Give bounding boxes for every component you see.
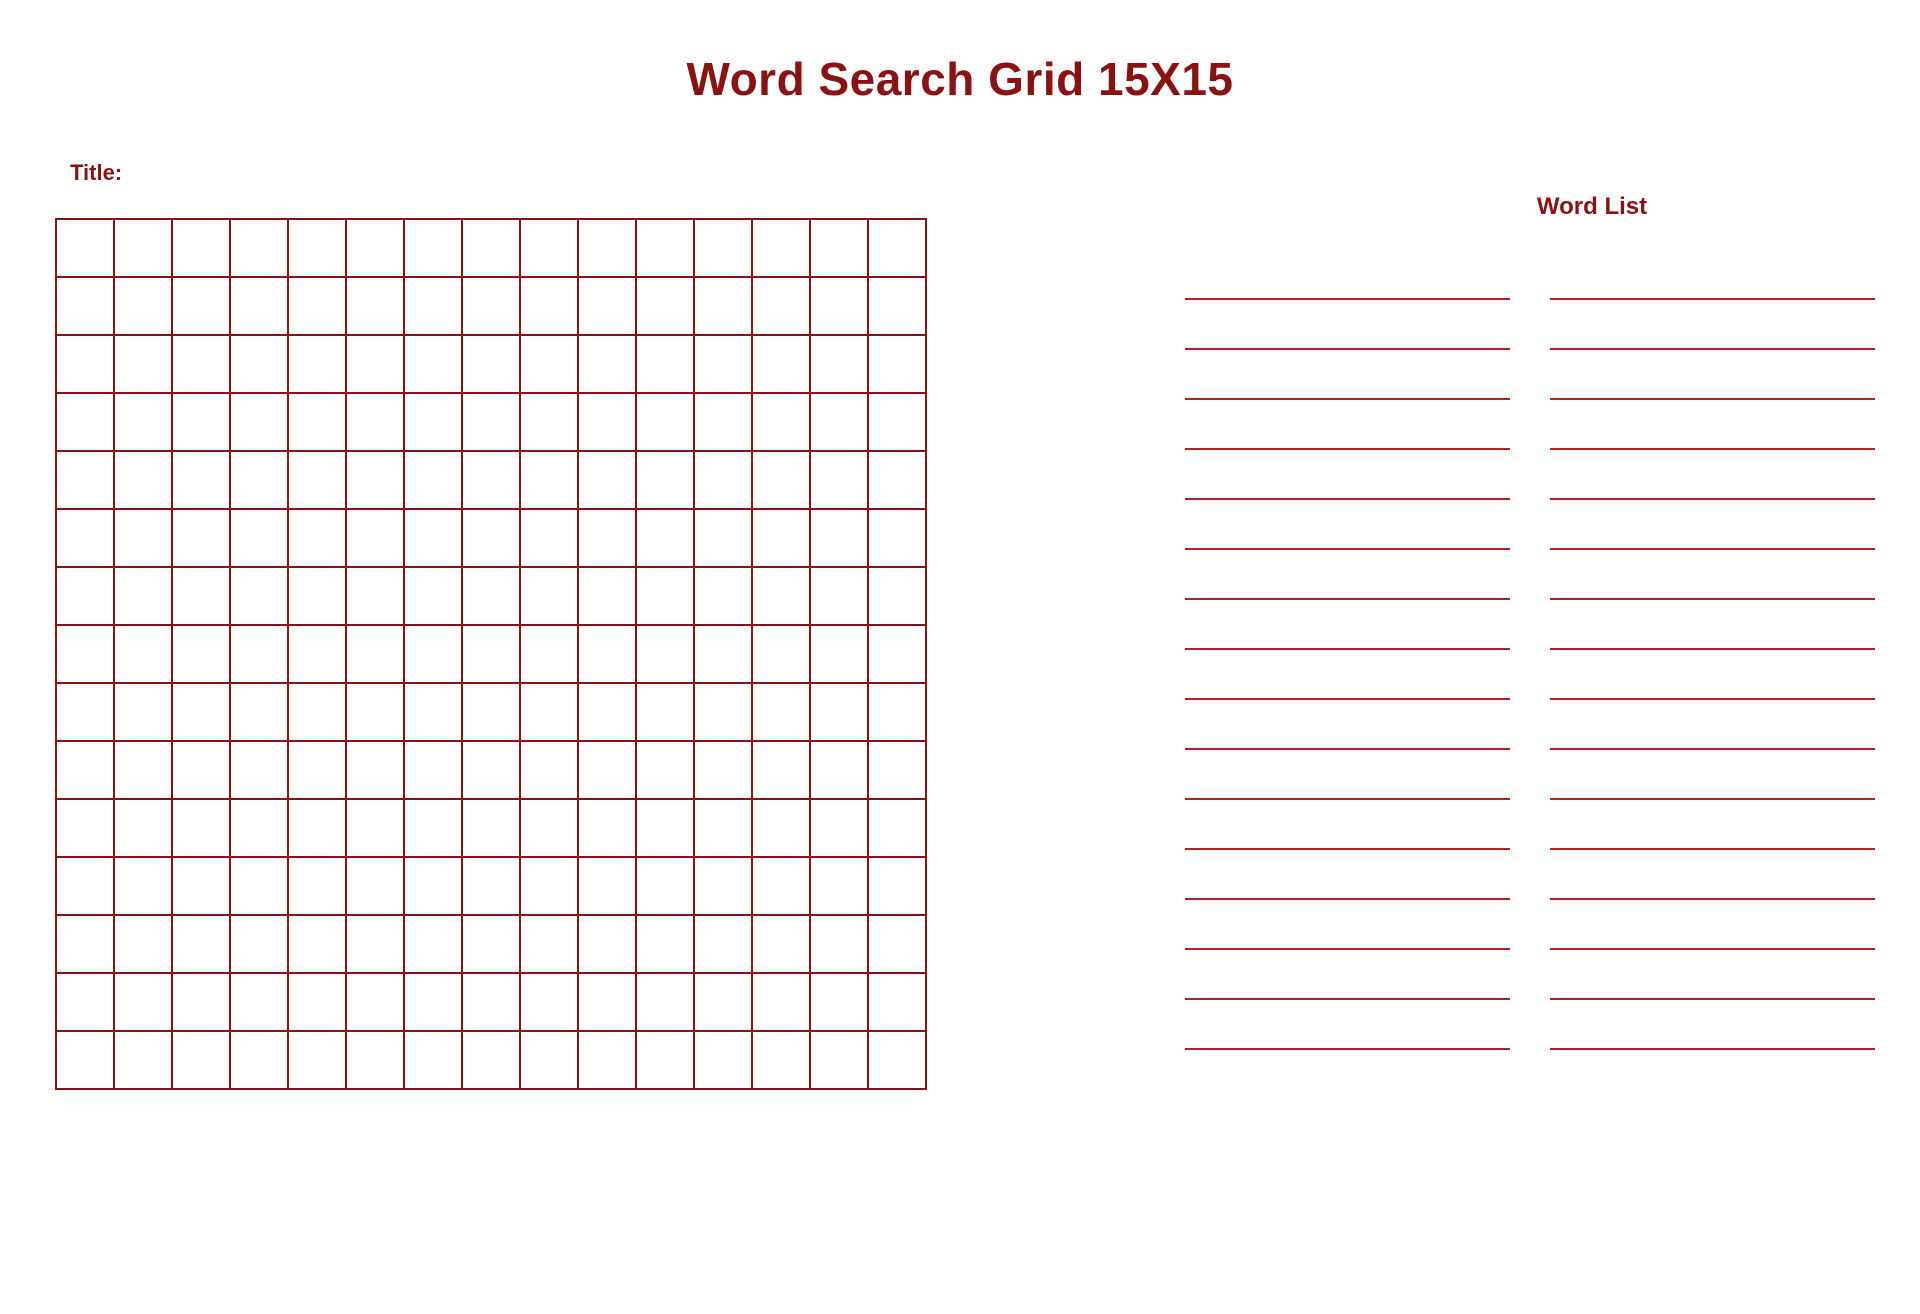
grid-cell[interactable]	[810, 567, 868, 625]
grid-cell[interactable]	[288, 393, 346, 451]
grid-cell[interactable]	[868, 567, 926, 625]
grid-cell[interactable]	[636, 393, 694, 451]
grid-cell[interactable]	[520, 683, 578, 741]
grid-cell[interactable]	[868, 393, 926, 451]
word-list-line[interactable]	[1550, 850, 1875, 900]
grid-cell[interactable]	[868, 973, 926, 1031]
grid-cell[interactable]	[462, 451, 520, 509]
grid-cell[interactable]	[462, 393, 520, 451]
grid-cell[interactable]	[578, 741, 636, 799]
grid-cell[interactable]	[114, 567, 172, 625]
grid-row	[56, 799, 926, 857]
grid-cell[interactable]	[462, 741, 520, 799]
grid-cell[interactable]	[114, 277, 172, 335]
grid-cell[interactable]	[868, 683, 926, 741]
grid-cell[interactable]	[114, 625, 172, 683]
grid-cell[interactable]	[520, 219, 578, 277]
grid-cell[interactable]	[752, 973, 810, 1031]
grid-cell[interactable]	[288, 799, 346, 857]
grid-cell[interactable]	[752, 1031, 810, 1089]
grid-cell[interactable]	[404, 973, 462, 1031]
grid-cell[interactable]	[810, 1031, 868, 1089]
grid-cell[interactable]	[288, 1031, 346, 1089]
grid-cell[interactable]	[578, 393, 636, 451]
word-list-line[interactable]	[1550, 550, 1875, 600]
word-list-line[interactable]	[1550, 750, 1875, 800]
word-list-line[interactable]	[1550, 600, 1875, 650]
word-list-line[interactable]	[1550, 650, 1875, 700]
grid-cell[interactable]	[346, 683, 404, 741]
grid-cell[interactable]	[114, 799, 172, 857]
grid-cell[interactable]	[230, 683, 288, 741]
grid-cell[interactable]	[578, 277, 636, 335]
grid-cell[interactable]	[404, 277, 462, 335]
grid-cell[interactable]	[114, 219, 172, 277]
grid-cell[interactable]	[578, 683, 636, 741]
grid-cell[interactable]	[288, 625, 346, 683]
grid-cell[interactable]	[288, 509, 346, 567]
grid-cell[interactable]	[810, 799, 868, 857]
grid-cell[interactable]	[578, 857, 636, 915]
word-list-line[interactable]	[1185, 750, 1510, 800]
word-list-line[interactable]	[1185, 400, 1510, 450]
grid-cell[interactable]	[520, 973, 578, 1031]
grid-cell[interactable]	[172, 741, 230, 799]
grid-cell[interactable]	[636, 277, 694, 335]
grid-cell[interactable]	[288, 915, 346, 973]
grid-cell[interactable]	[230, 741, 288, 799]
grid-cell[interactable]	[114, 509, 172, 567]
word-list-line[interactable]	[1185, 700, 1510, 750]
grid-cell[interactable]	[752, 683, 810, 741]
grid-cell[interactable]	[810, 857, 868, 915]
grid-cell[interactable]	[752, 219, 810, 277]
word-list-line[interactable]	[1185, 450, 1510, 500]
word-list-line[interactable]	[1185, 950, 1510, 1000]
grid-cell[interactable]	[230, 1031, 288, 1089]
word-list-line[interactable]	[1550, 1000, 1875, 1050]
grid-cell[interactable]	[462, 799, 520, 857]
grid-cell[interactable]	[752, 393, 810, 451]
grid-row	[56, 973, 926, 1031]
grid-cell[interactable]	[520, 451, 578, 509]
grid-cell[interactable]	[288, 335, 346, 393]
word-list-line[interactable]	[1185, 800, 1510, 850]
grid-cell[interactable]	[520, 741, 578, 799]
word-list-line[interactable]	[1185, 250, 1510, 300]
grid-cell[interactable]	[56, 393, 114, 451]
grid-cell[interactable]	[868, 277, 926, 335]
grid-cell[interactable]	[810, 915, 868, 973]
grid-cell[interactable]	[868, 509, 926, 567]
grid-cell[interactable]	[56, 973, 114, 1031]
grid-cell[interactable]	[114, 973, 172, 1031]
grid-row	[56, 915, 926, 973]
grid-cell[interactable]	[462, 857, 520, 915]
grid-cell[interactable]	[520, 509, 578, 567]
grid-cell[interactable]	[114, 451, 172, 509]
grid-cell[interactable]	[56, 567, 114, 625]
grid-cell[interactable]	[694, 567, 752, 625]
grid-cell[interactable]	[578, 219, 636, 277]
grid-cell[interactable]	[346, 277, 404, 335]
grid-cell[interactable]	[810, 741, 868, 799]
word-list-line[interactable]	[1550, 700, 1875, 750]
grid-cell[interactable]	[56, 219, 114, 277]
grid-cell[interactable]	[56, 857, 114, 915]
grid-cell[interactable]	[462, 1031, 520, 1089]
grid-cell[interactable]	[462, 509, 520, 567]
grid-cell[interactable]	[404, 1031, 462, 1089]
grid-row	[56, 277, 926, 335]
word-list-line[interactable]	[1185, 550, 1510, 600]
grid-cell[interactable]	[288, 683, 346, 741]
grid-cell[interactable]	[578, 509, 636, 567]
grid-row	[56, 219, 926, 277]
grid-cell[interactable]	[636, 335, 694, 393]
grid-cell[interactable]	[462, 625, 520, 683]
grid-cell[interactable]	[694, 451, 752, 509]
grid-cell[interactable]	[404, 335, 462, 393]
grid-cell[interactable]	[114, 857, 172, 915]
grid-cell[interactable]	[694, 625, 752, 683]
grid-table[interactable]	[55, 218, 927, 1090]
grid-cell[interactable]	[288, 567, 346, 625]
word-list-column-right	[1550, 250, 1875, 1050]
grid-cell[interactable]	[404, 567, 462, 625]
grid-cell[interactable]	[462, 219, 520, 277]
grid-cell[interactable]	[636, 973, 694, 1031]
grid-cell[interactable]	[694, 973, 752, 1031]
grid-cell[interactable]	[230, 277, 288, 335]
grid-cell[interactable]	[230, 973, 288, 1031]
grid-cell[interactable]	[346, 973, 404, 1031]
grid-cell[interactable]	[868, 1031, 926, 1089]
grid-row	[56, 567, 926, 625]
grid-cell[interactable]	[520, 799, 578, 857]
word-list-line[interactable]	[1185, 500, 1510, 550]
grid-cell[interactable]	[288, 277, 346, 335]
word-list-line[interactable]	[1550, 900, 1875, 950]
grid-cell[interactable]	[230, 857, 288, 915]
grid-cell[interactable]	[172, 857, 230, 915]
grid-cell[interactable]	[230, 625, 288, 683]
grid-cell[interactable]	[578, 973, 636, 1031]
grid-cell[interactable]	[636, 509, 694, 567]
grid-cell[interactable]	[56, 683, 114, 741]
grid-row	[56, 857, 926, 915]
grid-cell[interactable]	[810, 219, 868, 277]
word-list-line[interactable]	[1185, 900, 1510, 950]
grid-cell[interactable]	[810, 625, 868, 683]
grid-cell[interactable]	[520, 335, 578, 393]
grid-cell[interactable]	[288, 219, 346, 277]
grid-cell[interactable]	[810, 509, 868, 567]
grid-cell[interactable]	[172, 625, 230, 683]
grid-cell[interactable]	[578, 799, 636, 857]
grid-cell[interactable]	[810, 335, 868, 393]
word-list-line[interactable]	[1550, 300, 1875, 350]
word-list-line[interactable]	[1550, 500, 1875, 550]
grid-cell[interactable]	[56, 915, 114, 973]
grid-row	[56, 683, 926, 741]
grid-cell[interactable]	[752, 451, 810, 509]
grid-cell[interactable]	[56, 799, 114, 857]
grid-cell[interactable]	[636, 567, 694, 625]
grid-cell[interactable]	[636, 799, 694, 857]
grid-cell[interactable]	[752, 857, 810, 915]
grid-cell[interactable]	[520, 625, 578, 683]
grid-cell[interactable]	[288, 973, 346, 1031]
grid-cell[interactable]	[636, 915, 694, 973]
grid-cell[interactable]	[636, 683, 694, 741]
grid-row	[56, 1031, 926, 1089]
word-list-line[interactable]	[1550, 350, 1875, 400]
grid-cell[interactable]	[810, 683, 868, 741]
grid-cell[interactable]	[868, 741, 926, 799]
grid-cell[interactable]	[868, 799, 926, 857]
word-list-columns	[1185, 250, 1875, 1050]
grid-cell[interactable]	[172, 277, 230, 335]
grid-cell[interactable]	[578, 335, 636, 393]
grid-cell[interactable]	[636, 741, 694, 799]
grid-cell[interactable]	[346, 799, 404, 857]
grid-cell[interactable]	[752, 741, 810, 799]
grid-cell[interactable]	[404, 915, 462, 973]
grid-cell[interactable]	[578, 625, 636, 683]
grid-cell[interactable]	[462, 973, 520, 1031]
grid-cell[interactable]	[288, 857, 346, 915]
grid-cell[interactable]	[752, 915, 810, 973]
word-list-line[interactable]	[1550, 250, 1875, 300]
grid-cell[interactable]	[462, 335, 520, 393]
grid-cell[interactable]	[172, 393, 230, 451]
grid-cell[interactable]	[346, 625, 404, 683]
grid-cell[interactable]	[694, 799, 752, 857]
grid-cell[interactable]	[752, 277, 810, 335]
grid-cell[interactable]	[810, 451, 868, 509]
grid-cell[interactable]	[114, 393, 172, 451]
grid-cell[interactable]	[694, 1031, 752, 1089]
grid-cell[interactable]	[346, 741, 404, 799]
grid-cell[interactable]	[752, 567, 810, 625]
grid-cell[interactable]	[578, 567, 636, 625]
grid-cell[interactable]	[346, 509, 404, 567]
grid-cell[interactable]	[868, 625, 926, 683]
grid-cell[interactable]	[752, 625, 810, 683]
grid-cell[interactable]	[114, 335, 172, 393]
grid-cell[interactable]	[868, 219, 926, 277]
grid-cell[interactable]	[114, 741, 172, 799]
grid-cell[interactable]	[346, 219, 404, 277]
grid-cell[interactable]	[520, 857, 578, 915]
word-list-line[interactable]	[1185, 1000, 1510, 1050]
grid-cell[interactable]	[346, 451, 404, 509]
grid-cell[interactable]	[172, 451, 230, 509]
grid-cell[interactable]	[346, 567, 404, 625]
grid-cell[interactable]	[752, 509, 810, 567]
grid-cell[interactable]	[230, 219, 288, 277]
grid-cell[interactable]	[520, 277, 578, 335]
grid-cell[interactable]	[462, 683, 520, 741]
grid-cell[interactable]	[462, 277, 520, 335]
title-field-label: Title:	[70, 160, 123, 185]
word-list-line[interactable]	[1550, 450, 1875, 500]
grid-cell[interactable]	[114, 683, 172, 741]
grid-cell[interactable]	[172, 567, 230, 625]
word-list-line[interactable]	[1550, 950, 1875, 1000]
grid-cell[interactable]	[172, 219, 230, 277]
grid-cell[interactable]	[694, 277, 752, 335]
grid-cell[interactable]	[56, 277, 114, 335]
grid-row	[56, 741, 926, 799]
grid-cell[interactable]	[636, 1031, 694, 1089]
grid-cell[interactable]	[114, 1031, 172, 1089]
grid-cell[interactable]	[694, 335, 752, 393]
grid-cell[interactable]	[694, 741, 752, 799]
grid-cell[interactable]	[694, 393, 752, 451]
grid-cell[interactable]	[172, 799, 230, 857]
word-list-line[interactable]	[1185, 300, 1510, 350]
grid-cell[interactable]	[752, 799, 810, 857]
grid-cell[interactable]	[172, 683, 230, 741]
grid-cell[interactable]	[636, 219, 694, 277]
grid-cell[interactable]	[230, 393, 288, 451]
grid-cell[interactable]	[404, 683, 462, 741]
grid-cell[interactable]	[694, 915, 752, 973]
grid-cell[interactable]	[56, 451, 114, 509]
grid-cell[interactable]	[404, 625, 462, 683]
grid-cell[interactable]	[694, 509, 752, 567]
grid-cell[interactable]	[172, 1031, 230, 1089]
grid-cell[interactable]	[230, 509, 288, 567]
grid-cell[interactable]	[56, 741, 114, 799]
grid-cell[interactable]	[346, 1031, 404, 1089]
grid-cell[interactable]	[694, 219, 752, 277]
word-list-line[interactable]	[1185, 600, 1510, 650]
grid-cell[interactable]	[520, 393, 578, 451]
grid-cell[interactable]	[230, 799, 288, 857]
grid-cell[interactable]	[578, 1031, 636, 1089]
grid-cell[interactable]	[346, 857, 404, 915]
word-list-column-left	[1185, 250, 1510, 1050]
grid-cell[interactable]	[694, 683, 752, 741]
grid-cell[interactable]	[56, 335, 114, 393]
grid-cell[interactable]	[172, 335, 230, 393]
word-list-line[interactable]	[1185, 350, 1510, 400]
grid-cell[interactable]	[346, 915, 404, 973]
grid-cell[interactable]	[172, 973, 230, 1031]
grid-row	[56, 625, 926, 683]
grid-cell[interactable]	[56, 1031, 114, 1089]
grid-cell[interactable]	[346, 335, 404, 393]
grid-cell[interactable]	[810, 393, 868, 451]
grid-cell[interactable]	[114, 915, 172, 973]
grid-cell[interactable]	[288, 741, 346, 799]
grid-cell[interactable]	[636, 451, 694, 509]
grid-cell[interactable]	[868, 451, 926, 509]
grid-cell[interactable]	[404, 741, 462, 799]
grid-cell[interactable]	[56, 625, 114, 683]
grid-cell[interactable]	[868, 857, 926, 915]
grid-cell[interactable]	[172, 915, 230, 973]
grid-cell[interactable]	[56, 509, 114, 567]
grid-cell[interactable]	[172, 509, 230, 567]
grid-cell[interactable]	[636, 625, 694, 683]
grid-row	[56, 393, 926, 451]
grid-cell[interactable]	[230, 915, 288, 973]
grid-cell[interactable]	[636, 857, 694, 915]
grid-cell[interactable]	[868, 335, 926, 393]
grid-cell[interactable]	[868, 915, 926, 973]
grid-cell[interactable]	[346, 393, 404, 451]
grid-cell[interactable]	[520, 1031, 578, 1089]
grid-row	[56, 509, 926, 567]
grid-cell[interactable]	[404, 393, 462, 451]
grid-cell[interactable]	[752, 335, 810, 393]
grid-cell[interactable]	[462, 915, 520, 973]
grid-cell[interactable]	[230, 335, 288, 393]
grid-cell[interactable]	[462, 567, 520, 625]
grid-row	[56, 451, 926, 509]
grid-cell[interactable]	[288, 451, 346, 509]
grid-cell[interactable]	[404, 857, 462, 915]
grid-cell[interactable]	[810, 973, 868, 1031]
grid-cell[interactable]	[404, 799, 462, 857]
word-list-line[interactable]	[1550, 400, 1875, 450]
word-list-line[interactable]	[1185, 850, 1510, 900]
grid-cell[interactable]	[404, 509, 462, 567]
page-title: Word Search Grid 15X15	[686, 53, 1234, 105]
grid-cell[interactable]	[404, 219, 462, 277]
grid-cell[interactable]	[578, 451, 636, 509]
grid-cell[interactable]	[404, 451, 462, 509]
grid-cell[interactable]	[578, 915, 636, 973]
grid-cell[interactable]	[520, 567, 578, 625]
word-list-heading: Word List	[1536, 193, 1648, 220]
grid-cell[interactable]	[694, 857, 752, 915]
grid-cell[interactable]	[230, 451, 288, 509]
word-list-line[interactable]	[1185, 650, 1510, 700]
grid-row	[56, 335, 926, 393]
grid-cell[interactable]	[520, 915, 578, 973]
grid-cell[interactable]	[230, 567, 288, 625]
grid-cell[interactable]	[810, 277, 868, 335]
word-list-line[interactable]	[1550, 800, 1875, 850]
word-search-grid[interactable]	[55, 218, 927, 1090]
grid-body	[56, 219, 926, 1089]
